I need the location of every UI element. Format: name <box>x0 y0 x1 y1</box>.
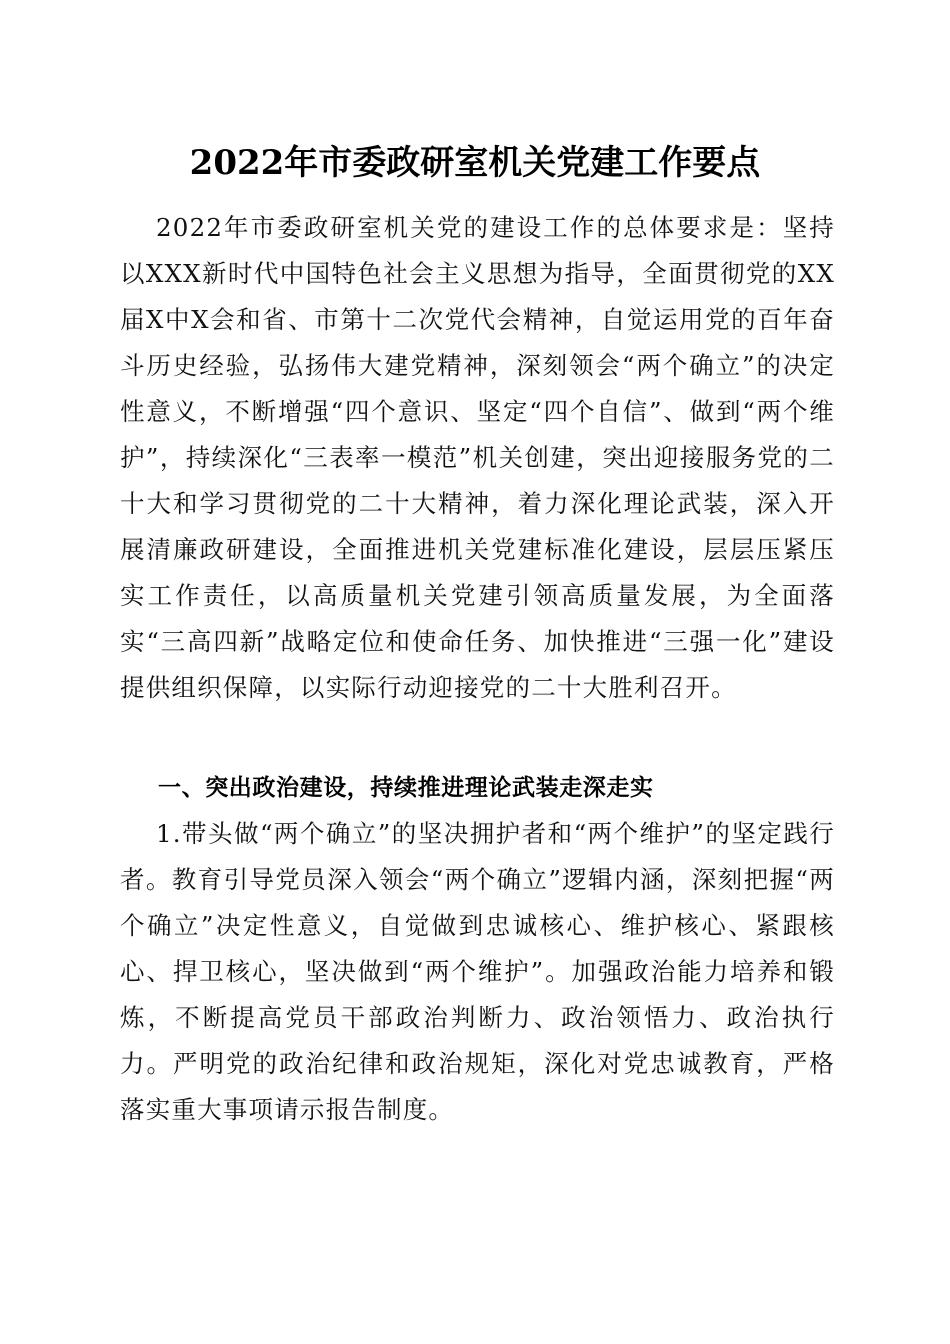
document-title: 2022年市委政研室机关党建工作要点 <box>189 143 761 183</box>
intro-paragraph: 2022年市委政研室机关党的建设工作的总体要求是：坚持以XXX新时代中国特色社会主义思想为指导，全面贯彻党的XX届X中X会和省、市第十二次党代会精神，自觉运用党的百年奋斗历史经验，弘扬伟大建党精神，深刻领会“两个确立”的决定性意义，不断增强“四个意识、坚定“四个自信”、做到“两个维护”，持续深化“三表率一模范”机关创建，突出迎接服务党的二十大和学习贯彻党的二十大精神，着力深化理论武装，深入开展清廉政研建设，全面推进机关党建标准化建设，层层压紧压实工作责任，以高质量机关党建引领高质量发展，为全面落实“三高四新”战略定位和使命任务、加快推进“三强一化”建设提供组织保障，以实际行动迎接党的二十大胜利召开。 <box>120 213 835 702</box>
section-heading: 一、突出政治建设，持续推进理论武装走深走实 <box>158 775 654 801</box>
section-item-paragraph: 1.带头做“两个确立”的坚决拥护者和“两个维护”的坚定践行者。教育引导党员深入领会“两个确立”逻辑内涵，深刻把握“两个确立”决定性意义，自觉做到忠诚核心、维护核心、紧跟核心、捍卫核心，坚决做到“两个维护”。加强政治能力培养和锻炼，不断提高党员干部政治判断力、政治领悟力、政治执行力。严明党的政治纪律和政治规矩，深化对党忠诚教育，严格落实重大事项请示报告制度。 <box>120 819 835 1124</box>
